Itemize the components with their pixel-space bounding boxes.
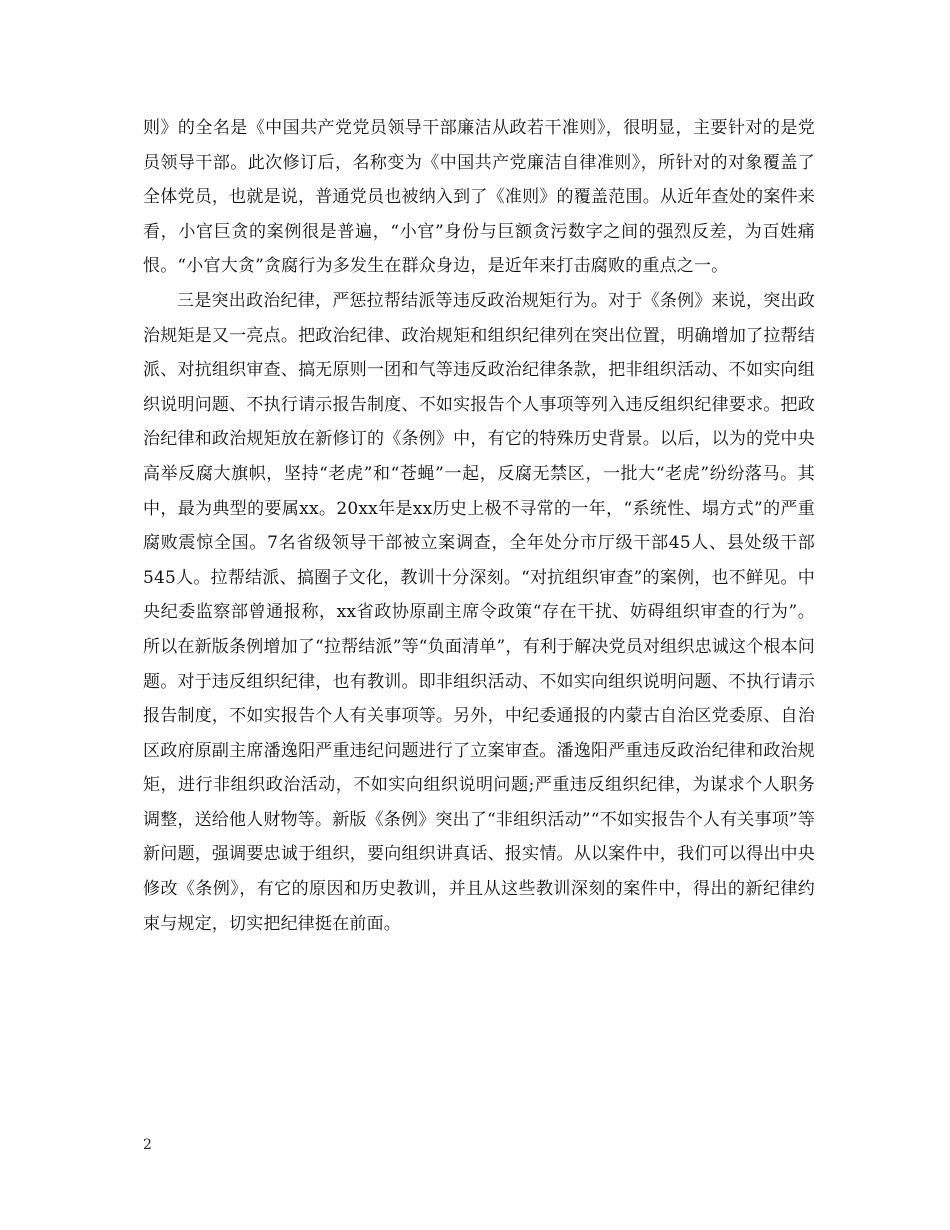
paragraph-1: 则》的全名是《中国共产党党员领导干部廉洁从政若干准则》，很明显，主要针对的是党员领导干部。此次修订后，名称变为《中国共产党廉洁自律准则》，所针对的对象覆盖了全体党员，也就是说，普通党员也被纳入到了《准则》的覆盖范围。从近年查处的案件来看，小官巨贪的案例很是普遍，“小官”身份与巨额贪污数字之间的强烈反差，为百姓痛恨。“小官大贪”贪腐行为多发生在群众身边，是近年来打击腐败的重点之一。 <box>143 118 815 277</box>
document-body <box>143 111 815 941</box>
paragraph-2: 三是突出政治纪律，严惩拉帮结派等违反政治规矩行为。对于《条例》来说，突出政治规矩是又一亮点。把政治纪律、政治规矩和组织纪律列在突出位置，明确增加了拉帮结派、对抗组织审查、搞无原则一团和气等违反政治纪律条款，把非组织活动、不如实向组织说明问题、不执行请示报告制度、不如实报告个人事项等列入违反组织纪律要求。把政治纪律和政治规矩放在新修订的《条例》中，有它的特殊历史背景。以后，以为的党中央高举反腐大旗帜，坚持“老虎”和“苍蝇”一起，反腐无禁区，一批大“老虎”纷纷落马。其中，最为典型的要属xx。20xx年是xx历史上极不寻常的一年，“系统性、塌方式”的严重腐败震惊全国。7名省级领导干部被立案调查，全年处分市厅级干部45人、县处级干部545人。拉帮结派、搞圈子文化，教训十分深刻。“对抗组织审查”的案例，也不鲜见。中央纪委监察部曾通报称，xx省政协原副主席令政策“存在干扰、妨碍组织审查的行为”。所以在新版条例增加了“拉帮结派”等“负面清单”，有利于解决党员对组织忠诚这个根本问题。对于违反组织纪律，也有教训。即非组织活动、不如实向组织说明问题、不执行请示报告制度，不如实报告个人有关事项等。另外，中纪委通报的内蒙古自治区党委原、自治区政府原副主席潘逸阳严重违纪问题进行了立案审查。潘逸阳严重违反政治纪律和政治规矩，进行非组织政治活动，不如实向组织说明问题;严重违反组织纪律，为谋求个人职务调整，送给他人财物等。新版《条例》突出了“非组织活动”“不如实报告个人有关事项”等新问题，强调要忠诚于组织，要向组织讲真话、报实情。从以案件中，我们可以得出中央修改《条例》，有它的原因和历史教训，并且从这些教训深刻的案件中，得出的新纪律约束与规定，切实把纪律挺在前面。 <box>143 290 815 934</box>
page-number: 2 <box>143 1137 152 1153</box>
